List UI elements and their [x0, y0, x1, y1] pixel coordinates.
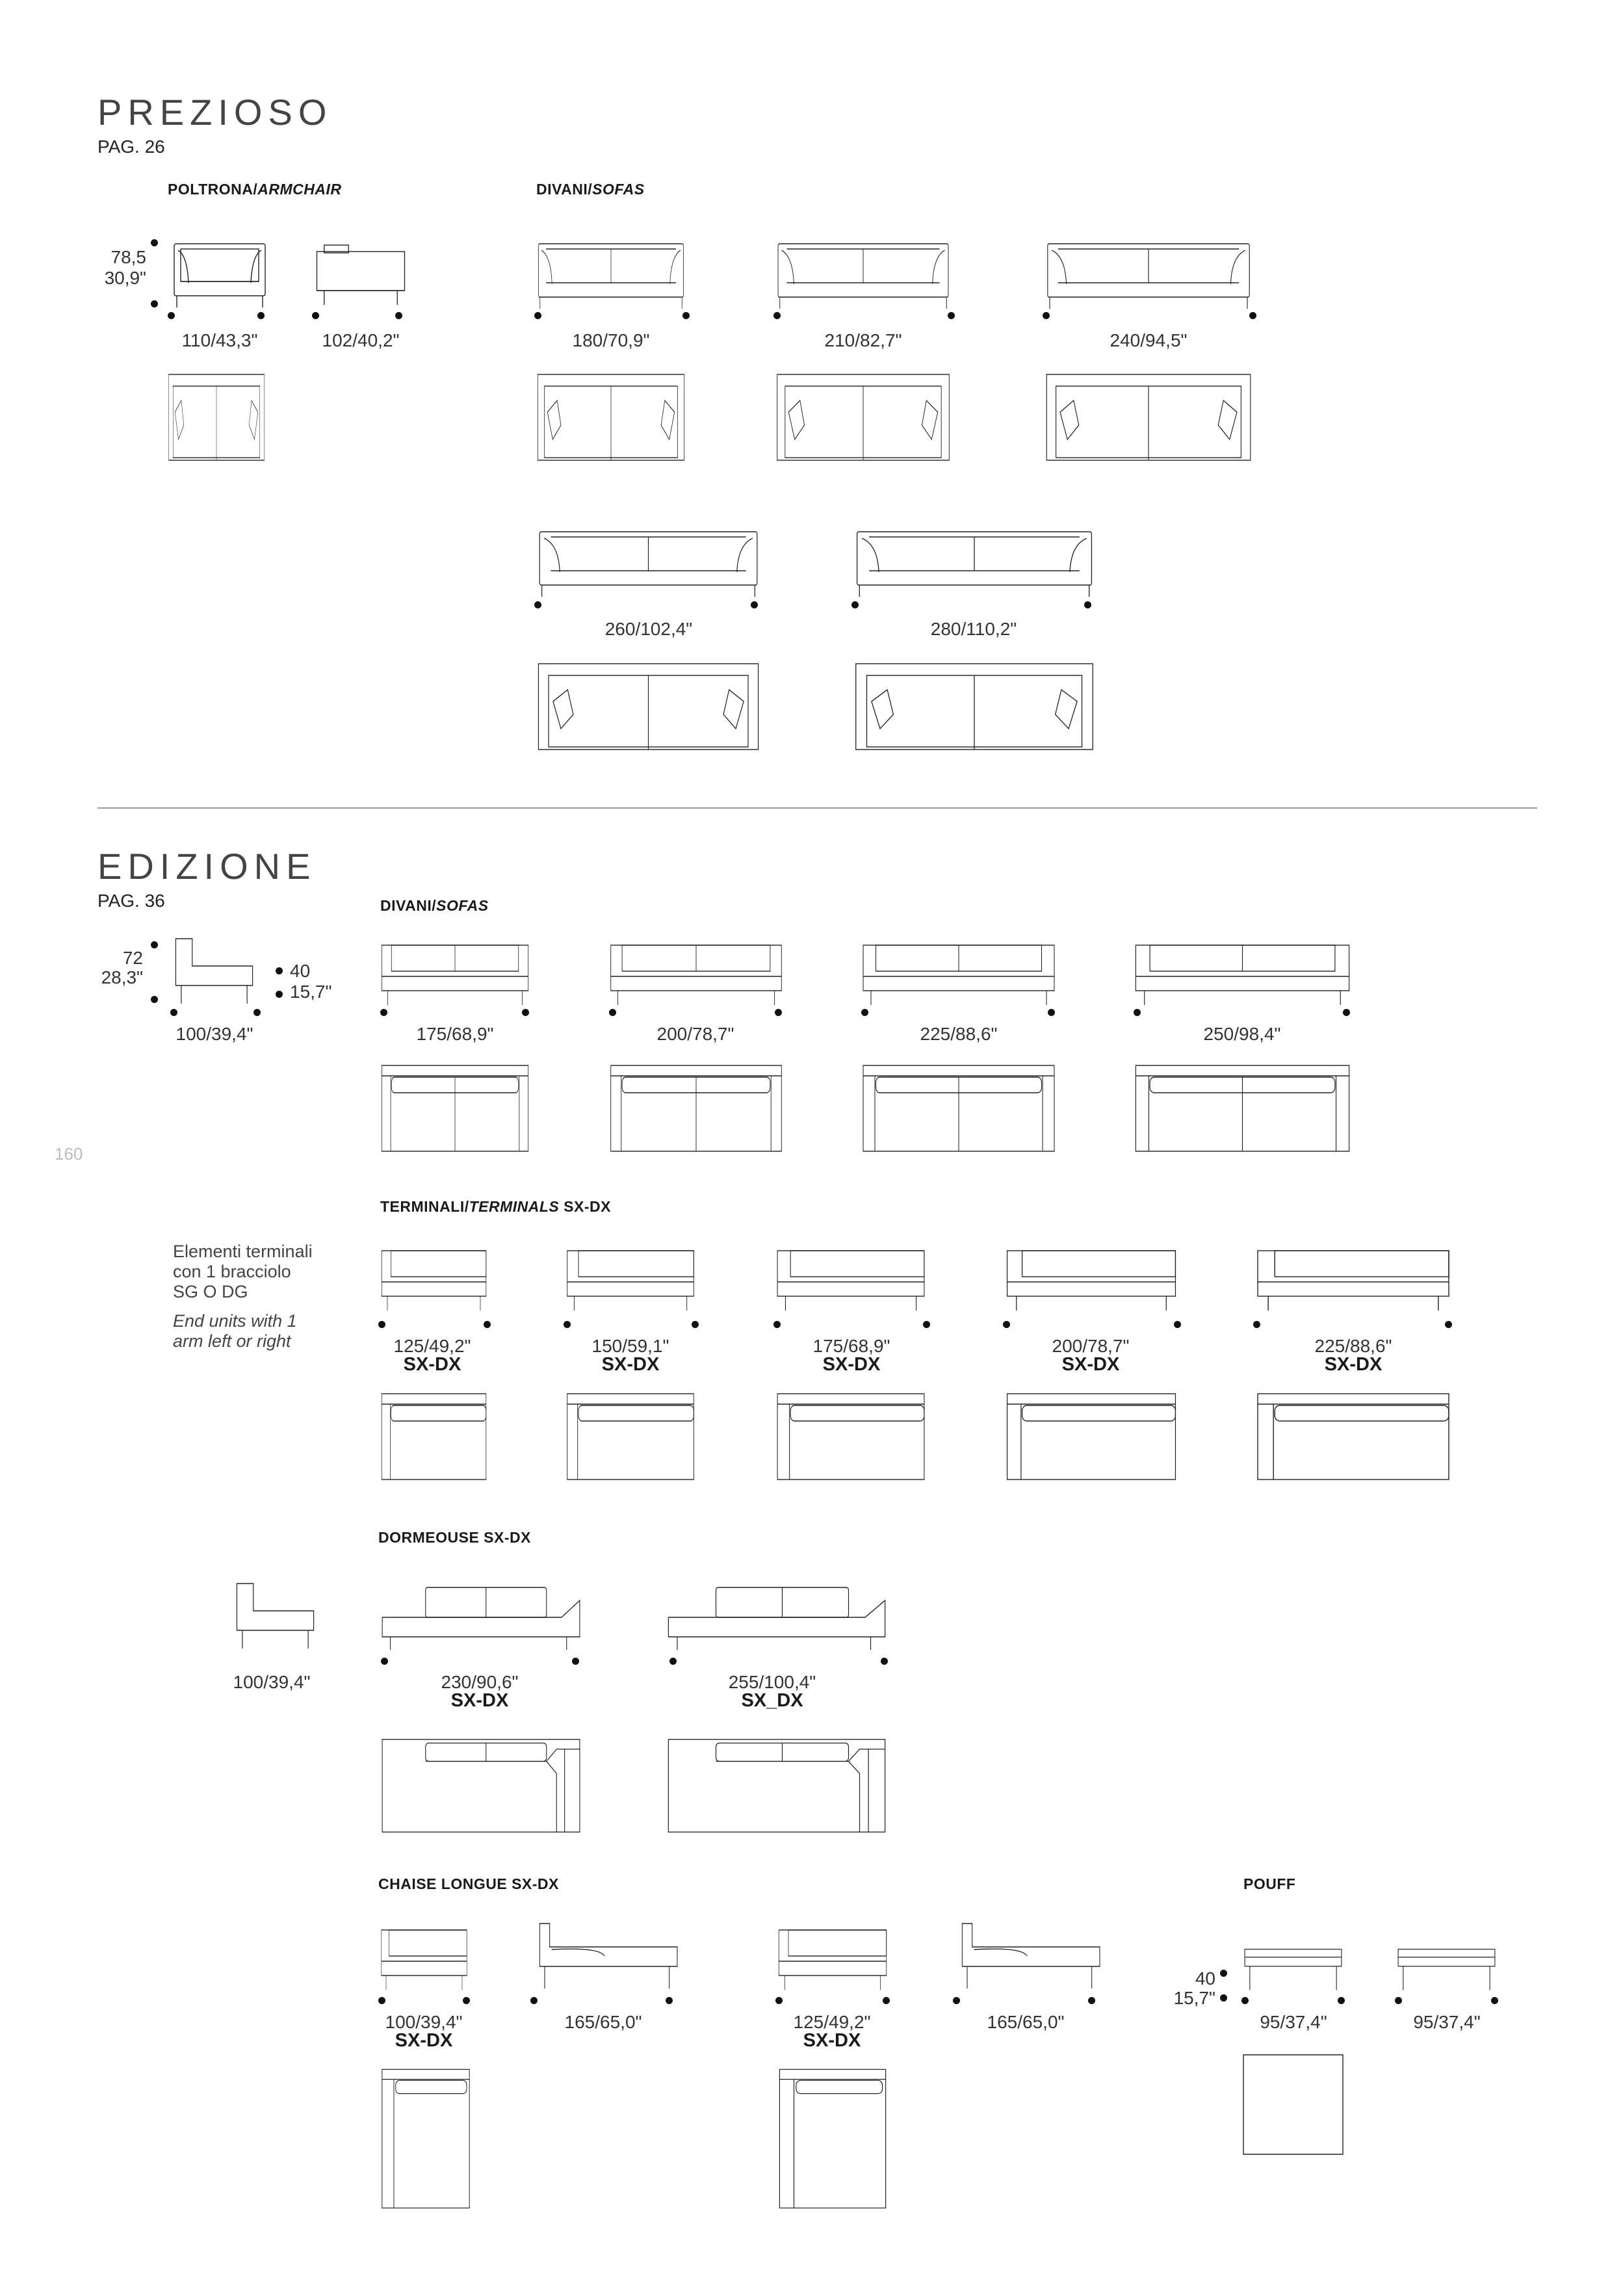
note-line-en: arm left or right [173, 1331, 291, 1351]
terminal-125-front [380, 1242, 487, 1313]
terminal-150-front [565, 1242, 695, 1313]
dimension-dot [276, 991, 283, 998]
dimension-dot [151, 300, 158, 307]
dimension-dot [170, 1009, 177, 1016]
chaise-100-size: 100/39,4" [385, 2012, 463, 2032]
chaise-125-plan [777, 2067, 888, 2210]
dormeouse-255-code: SX_DX [741, 1690, 803, 1711]
dimension-dot [1220, 1970, 1227, 1977]
terminal-225-size: 225/88,6" [1314, 1336, 1392, 1356]
pouff-plan [1243, 2054, 1344, 2155]
dimension-dot [775, 1997, 783, 2004]
edizione-depth: 100/39,4" [175, 1024, 253, 1044]
sofa-240-size: 240/94,5" [1110, 330, 1188, 350]
sofa-180-plan [536, 372, 686, 463]
dimension-dot [669, 1658, 677, 1665]
edizione-sofa-200-plan [609, 1063, 783, 1154]
chaise-100-plan [380, 2067, 471, 2210]
edizione-sofa-175-front [380, 936, 530, 1008]
dimension-dot [1003, 1321, 1010, 1328]
sofa-210-front [775, 237, 951, 309]
pouff-heading: POUFF [1243, 1875, 1296, 1892]
terminal-200-code: SX-DX [1061, 1354, 1120, 1375]
dimension-dot [534, 601, 541, 608]
pouff-front-1 [1243, 1947, 1344, 1992]
dimension-dot [851, 601, 859, 608]
dimension-dot [463, 1997, 470, 2004]
dimension-dot [751, 601, 758, 608]
sofa-210-plan [775, 372, 951, 463]
sofa-240-front [1045, 237, 1253, 309]
armchair-heading: POLTRONA/ARMCHAIR [168, 181, 342, 198]
terminal-150-code: SX-DX [601, 1354, 660, 1375]
terminal-225-plan [1255, 1391, 1451, 1482]
chaise-100-front [380, 1921, 468, 1992]
seat-height-label: 40 [290, 961, 311, 981]
dimension-dot [1395, 1997, 1402, 2004]
dimension-dot [253, 1009, 261, 1016]
chaise-100-depth: 165/65,0" [564, 2012, 642, 2032]
dimension-dot [1249, 312, 1256, 319]
edizione-sofa-175-plan [380, 1063, 530, 1154]
dimension-dot [312, 312, 319, 319]
dimension-dot [1134, 1009, 1141, 1016]
note-line: con 1 bracciolo [173, 1262, 291, 1281]
edizione-sofa-225-plan [861, 1063, 1056, 1154]
edizione-sofa-250-size: 250/98,4" [1203, 1024, 1281, 1044]
edizione-side-drawing [170, 936, 258, 1008]
edizione-sofa-175-size: 175/68,9" [416, 1024, 494, 1044]
edizione-sofas-heading: DIVANI/SOFAS [380, 897, 489, 914]
dimension-dot [881, 1658, 888, 1665]
dimension-dot [609, 1009, 616, 1016]
edizione-sofa-250-front [1134, 936, 1351, 1008]
dimension-dot [530, 1997, 538, 2004]
dormeouse-230-size: 230/90,6" [441, 1672, 519, 1692]
dimension-dot [1338, 1997, 1345, 2004]
dimension-dot [923, 1321, 930, 1328]
sofa-280-plan [853, 661, 1095, 752]
dimension-dot [395, 312, 402, 319]
dormeouse-side [231, 1581, 319, 1652]
chaise-125-side [952, 1921, 1102, 1992]
armchair-plan-drawing [168, 372, 265, 463]
dimension-dot [775, 1009, 782, 1016]
sofa-240-plan [1045, 372, 1253, 463]
terminal-175-front [775, 1242, 926, 1313]
dormeouse-depth: 100/39,4" [233, 1672, 311, 1692]
note-line: SG O DG [173, 1282, 248, 1301]
dimension-dot [378, 1997, 385, 2004]
terminal-175-plan [775, 1391, 926, 1482]
height-inch-label: 28,3" [101, 967, 143, 987]
terminal-175-code: SX-DX [822, 1354, 881, 1375]
armchair-front-drawing [168, 237, 272, 309]
dimension-dot [522, 1009, 529, 1016]
dimension-dot [1043, 312, 1050, 319]
dormeouse-255-size: 255/100,4" [728, 1672, 816, 1692]
dimension-dot [1174, 1321, 1181, 1328]
chaise-heading: CHAISE LONGUE SX-DX [378, 1875, 559, 1892]
dimension-dot [1343, 1009, 1350, 1016]
dimension-dot [378, 1321, 385, 1328]
pouff-size-2: 95/37,4" [1413, 2012, 1481, 2032]
terminal-125-plan [380, 1391, 487, 1482]
dimension-dot [1491, 1997, 1498, 2004]
dimension-dot [572, 1658, 579, 1665]
dimension-dot [948, 312, 955, 319]
terminal-125-code: SX-DX [403, 1354, 461, 1375]
chaise-125-front [777, 1921, 888, 1992]
height-label: 78,5 [110, 247, 146, 267]
seat-height-inch-label: 15,7" [290, 982, 332, 1002]
armchair-side-drawing [312, 237, 409, 309]
edizione-sofa-200-size: 200/78,7" [656, 1024, 734, 1044]
armchair-width: 110/43,3" [181, 330, 258, 350]
chaise-125-depth: 165/65,0" [987, 2012, 1065, 2032]
dimension-dot [380, 1009, 387, 1016]
terminal-125-size: 125/49,2" [393, 1336, 471, 1356]
dimension-dot [534, 312, 541, 319]
sofa-260-size: 260/102,4" [604, 619, 693, 639]
terminal-150-size: 150/59,1" [591, 1336, 669, 1356]
height-label: 72 [122, 948, 143, 968]
dormeouse-heading: DORMEOUSE SX-DX [378, 1529, 531, 1546]
sofa-260-plan [536, 661, 760, 752]
dimension-dot [381, 1658, 388, 1665]
dimension-dot [168, 312, 175, 319]
armchair-depth: 102/40,2" [322, 330, 400, 350]
edizione-sofa-225-size: 225/88,6" [920, 1024, 998, 1044]
height-inch-label: 30,9" [104, 268, 146, 288]
page-reference: PAG. 36 [97, 891, 165, 911]
sofa-280-size: 280/110,2" [930, 619, 1017, 639]
dimension-dot [682, 312, 690, 319]
dormeouse-255-front [666, 1581, 887, 1652]
terminals-note [173, 1242, 313, 1351]
dormeouse-230-front [380, 1581, 582, 1652]
dimension-dot [666, 1997, 673, 2004]
chaise-100-code: SX-DX [395, 2030, 453, 2051]
dimension-dot [861, 1009, 868, 1016]
terminal-200-plan [1005, 1391, 1178, 1482]
dimension-dot [151, 239, 158, 246]
chaise-125-size: 125/49,2" [793, 2012, 871, 2032]
sofa-210-size: 210/82,7" [824, 330, 902, 350]
pouff-height-label: 40 [1195, 1968, 1215, 1989]
dimension-dot [692, 1321, 699, 1328]
dimension-dot [1084, 601, 1091, 608]
section-divider [97, 807, 1537, 809]
pouff-front-2 [1396, 1947, 1497, 1992]
note-line-en: End units with 1 [173, 1311, 297, 1331]
dimension-dot [1088, 1997, 1095, 2004]
dimension-dot [151, 941, 158, 948]
note-line: Elementi terminali [173, 1242, 313, 1261]
dimension-dot [1253, 1321, 1260, 1328]
dimension-dot [883, 1997, 890, 2004]
dimension-dot [953, 1997, 960, 2004]
page-number: 160 [55, 1144, 83, 1164]
terminal-175-size: 175/68,9" [812, 1336, 890, 1356]
dimension-dot [1445, 1321, 1452, 1328]
terminals-heading: TERMINALI/TERMINALS SX-DX [380, 1198, 611, 1215]
terminal-225-front [1255, 1242, 1451, 1313]
dimension-dot [773, 1321, 781, 1328]
edizione-sofa-250-plan [1134, 1063, 1351, 1154]
section-title-edizione: EDIZIONE [97, 846, 317, 887]
dormeouse-255-plan [666, 1737, 887, 1834]
edizione-sofa-200-front [609, 936, 783, 1008]
sofa-280-front [853, 525, 1095, 597]
edizione-sofa-225-front [861, 936, 1056, 1008]
chaise-125-code: SX-DX [803, 2030, 861, 2051]
sofa-260-front [536, 525, 760, 597]
sofas-heading: DIVANI/SOFAS [536, 181, 645, 198]
sofa-180-front [536, 237, 686, 309]
dimension-dot [257, 312, 265, 319]
terminal-200-size: 200/78,7" [1052, 1336, 1130, 1356]
dimension-dot [276, 967, 283, 974]
dimension-dot [151, 996, 158, 1003]
section-title-prezioso: PREZIOSO [97, 92, 333, 133]
chaise-100-side [530, 1921, 679, 1992]
pouff-size-1: 95/37,4" [1260, 2012, 1327, 2032]
terminal-225-code: SX-DX [1324, 1354, 1383, 1375]
dimension-dot [773, 312, 781, 319]
dimension-dot [1241, 1997, 1249, 2004]
page-reference: PAG. 26 [97, 137, 165, 157]
sofa-180-size: 180/70,9" [572, 330, 650, 350]
dormeouse-230-code: SX-DX [450, 1690, 509, 1711]
terminal-150-plan [565, 1391, 695, 1482]
dormeouse-230-plan [380, 1737, 582, 1834]
dimension-dot [1220, 1994, 1227, 2002]
dimension-dot [1048, 1009, 1055, 1016]
terminal-200-front [1005, 1242, 1178, 1313]
dimension-dot [484, 1321, 491, 1328]
pouff-height-inch-label: 15,7" [1173, 1988, 1215, 2008]
dimension-dot [564, 1321, 571, 1328]
